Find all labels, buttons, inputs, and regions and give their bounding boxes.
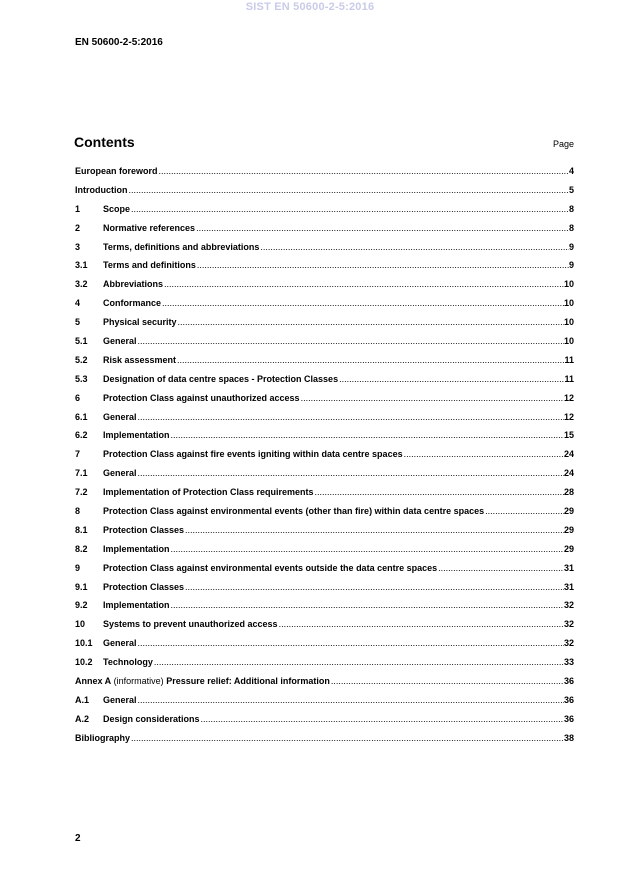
- toc-leader-dots: [159, 166, 569, 176]
- toc-entry-title: Terms and definitions: [103, 260, 196, 271]
- toc-entry[interactable]: [75, 563, 574, 582]
- toc-entry-title: Normative references: [103, 222, 196, 233]
- toc-entry-title: Introduction: [75, 184, 128, 195]
- toc-entry-page: 31: [563, 562, 574, 573]
- toc-entry-page: 5: [568, 184, 574, 195]
- toc-entry-page: 36: [563, 694, 574, 705]
- toc-leader-dots: [171, 544, 564, 554]
- toc-entry-number: 7.1: [75, 468, 88, 479]
- toc-leader-dots: [129, 185, 569, 195]
- toc-entry-page: 24: [563, 468, 574, 479]
- toc-entry-title: Systems to prevent unauthorized access: [103, 619, 278, 630]
- toc-entry-title: Designation of data centre spaces - Protection Classes: [103, 373, 339, 384]
- toc-entry-title: Protection Class against unauthorized access: [103, 392, 300, 403]
- page-number: 2: [75, 833, 81, 844]
- toc-entry[interactable]: [75, 336, 574, 355]
- toc-entry-number: 5: [75, 317, 81, 328]
- toc-entry-title: General: [103, 336, 137, 347]
- toc-entry-title: Implementation: [103, 430, 170, 441]
- toc-entry-page: 29: [563, 524, 574, 535]
- toc-entry-page: 10: [563, 317, 574, 328]
- toc-leader-dots: [260, 242, 569, 252]
- toc-entry-page: 32: [563, 619, 574, 630]
- toc-leader-dots: [438, 563, 564, 573]
- toc-entry-title: Risk assessment: [103, 354, 177, 365]
- toc-entry-page: 11: [564, 354, 574, 365]
- toc-entry-page: 11: [564, 373, 574, 384]
- toc-entry[interactable]: [75, 298, 574, 317]
- toc-entry-number: 9.1: [75, 581, 88, 592]
- toc-entry[interactable]: [75, 374, 574, 393]
- toc-entry[interactable]: [75, 204, 574, 223]
- toc-entry[interactable]: [75, 525, 574, 544]
- toc-entry[interactable]: [75, 506, 574, 525]
- toc-entry-number: 5.2: [75, 354, 88, 365]
- toc-entry-page: 29: [563, 506, 574, 517]
- toc-entry-number: 1: [75, 203, 81, 214]
- toc-entry[interactable]: [75, 223, 574, 242]
- toc-entry-number: 6: [75, 392, 81, 403]
- toc-entry-number: 10: [75, 619, 86, 630]
- toc-entry-title: Implementation: [103, 543, 170, 554]
- toc-entry[interactable]: [75, 638, 574, 657]
- toc-leader-dots: [178, 317, 564, 327]
- toc-leader-dots: [331, 676, 564, 686]
- toc-entry[interactable]: [75, 430, 574, 449]
- toc-leader-dots: [197, 260, 569, 270]
- toc-entry-page: 15: [563, 430, 574, 441]
- toc-entry-page: 8: [568, 222, 574, 233]
- toc-entry-number: A.1: [75, 694, 90, 705]
- toc-entry-page: 28: [563, 487, 574, 498]
- toc-entry-number: 7: [75, 449, 81, 460]
- toc-leader-dots: [154, 657, 564, 667]
- toc-entry-number: A.2: [75, 713, 90, 724]
- toc-entry[interactable]: [75, 600, 574, 619]
- toc-entry-page: 29: [563, 543, 574, 554]
- toc-entry-title: Bibliography: [75, 732, 131, 743]
- toc-entry-title: Conformance: [103, 298, 162, 309]
- toc-entry-title: Physical security: [103, 317, 177, 328]
- toc-entry[interactable]: [75, 714, 574, 733]
- toc-entry-title: General: [103, 694, 137, 705]
- toc-leader-dots: [301, 393, 564, 403]
- toc-entry-number: 9: [75, 562, 81, 573]
- toc-entry-page: 32: [563, 638, 574, 649]
- toc-entry-title: Annex A (informative) Pressure relief: Additional information: [75, 676, 330, 687]
- toc-entry-page: 9: [568, 241, 574, 252]
- toc-leader-dots: [138, 468, 564, 478]
- toc-leader-dots: [339, 374, 564, 384]
- toc-entry-page: 33: [563, 657, 574, 668]
- toc-entry[interactable]: [75, 487, 574, 506]
- watermark: SIST EN 50600-2-5:2016: [245, 1, 375, 13]
- page-column-label: Page: [552, 139, 574, 149]
- toc-entry[interactable]: [75, 393, 574, 412]
- toc-entry[interactable]: [75, 544, 574, 563]
- toc-entry-page: 10: [563, 336, 574, 347]
- toc-leader-dots: [185, 582, 564, 592]
- toc-leader-dots: [171, 430, 564, 440]
- toc-leader-dots: [185, 525, 564, 535]
- toc-leader-dots: [138, 336, 564, 346]
- toc-entry-number: 6.1: [75, 411, 88, 422]
- toc-entry-title: Protection Class against fire events igniting within data centre spaces: [103, 449, 403, 460]
- toc-entry-page: 10: [563, 279, 574, 290]
- toc-entry-title: Scope: [103, 203, 131, 214]
- toc-entry-number: 3: [75, 241, 81, 252]
- toc-leader-dots: [138, 412, 564, 422]
- toc-entry[interactable]: [75, 166, 574, 185]
- toc-entry-page: 24: [563, 449, 574, 460]
- toc-entry-page: 36: [563, 676, 574, 687]
- toc-entry[interactable]: [75, 582, 574, 601]
- toc-leader-dots: [138, 638, 564, 648]
- toc-leader-dots: [196, 223, 569, 233]
- toc-entry[interactable]: [75, 242, 574, 261]
- toc-entry-title: General: [103, 638, 137, 649]
- toc-entry[interactable]: [75, 185, 574, 204]
- toc-entry-number: 7.2: [75, 487, 88, 498]
- toc-entry-page: 4: [568, 166, 574, 176]
- toc-leader-dots: [131, 204, 569, 214]
- toc-leader-dots: [177, 355, 564, 365]
- toc-entry[interactable]: [75, 676, 574, 695]
- toc-entry[interactable]: [75, 355, 574, 374]
- toc-leader-dots: [201, 714, 564, 724]
- toc-leader-dots: [315, 487, 564, 497]
- toc-entry-page: 12: [563, 392, 574, 403]
- toc-entry-title: Protection Class against environmental events (other than fire) within data centre spaces: [103, 506, 485, 517]
- toc-entry[interactable]: [75, 279, 574, 298]
- toc-entry-number: 3.2: [75, 279, 88, 290]
- toc-leader-dots: [171, 600, 564, 610]
- toc-entry[interactable]: [75, 468, 574, 487]
- toc-entry-title: European foreword: [75, 166, 158, 176]
- toc-entry[interactable]: [75, 412, 574, 431]
- toc-entry-number: 8.1: [75, 524, 88, 535]
- toc-leader-dots: [131, 733, 564, 743]
- toc-entry-number: 5.3: [75, 373, 88, 384]
- toc-entry-title: Protection Class against environmental events outside the data centre spaces: [103, 562, 438, 573]
- toc-entry-page: 32: [563, 600, 574, 611]
- toc-leader-dots: [162, 298, 564, 308]
- toc-entry-number: 5.1: [75, 336, 88, 347]
- toc-entry-number: 8.2: [75, 543, 88, 554]
- toc-leader-dots: [279, 619, 564, 629]
- toc-entry-title: Protection Classes: [103, 581, 185, 592]
- toc-entry-title: Protection Classes: [103, 524, 185, 535]
- toc-entry-page: 8: [568, 203, 574, 214]
- toc-entry-page: 38: [563, 732, 574, 743]
- toc-entry-title: General: [103, 411, 137, 422]
- toc-entry-number: 10.2: [75, 657, 93, 668]
- toc-entry[interactable]: [75, 260, 574, 279]
- toc-entry-page: 9: [568, 260, 574, 271]
- toc-leader-dots: [138, 695, 564, 705]
- toc-entry-number: 6.2: [75, 430, 88, 441]
- toc-entry-title: Technology: [103, 657, 153, 668]
- toc-entry-title: Implementation of Protection Class requirements: [103, 487, 314, 498]
- toc-entry[interactable]: [75, 317, 574, 336]
- toc-entry[interactable]: [75, 657, 574, 676]
- toc-entry[interactable]: [75, 695, 574, 714]
- toc-entry-page: 36: [563, 713, 574, 724]
- toc-entry[interactable]: [75, 449, 574, 468]
- table-of-contents: [75, 166, 574, 752]
- toc-entry-number: 8: [75, 506, 81, 517]
- toc-entry-title: Implementation: [103, 600, 170, 611]
- toc-entry-title: Design considerations: [103, 713, 200, 724]
- toc-leader-dots: [485, 506, 564, 516]
- toc-entry-annex-type: (informative): [111, 676, 167, 687]
- toc-entry-number: 2: [75, 222, 81, 233]
- toc-entry-page: 10: [563, 298, 574, 309]
- toc-entry-title: Terms, definitions and abbreviations: [103, 241, 260, 252]
- toc-leader-dots: [404, 449, 564, 459]
- toc-entry-title: General: [103, 468, 137, 479]
- toc-entry-number: 3.1: [75, 260, 88, 271]
- toc-leader-dots: [164, 279, 564, 289]
- toc-entry-number: 9.2: [75, 600, 88, 611]
- toc-entry[interactable]: [75, 619, 574, 638]
- toc-entry-number: 10.1: [75, 638, 93, 649]
- toc-entry-page: 12: [563, 411, 574, 422]
- document-id: EN 50600-2-5:2016: [75, 37, 163, 48]
- toc-entry[interactable]: [75, 733, 574, 752]
- contents-heading: Contents: [74, 134, 135, 150]
- toc-entry-page: 31: [563, 581, 574, 592]
- toc-entry-title: Abbreviations: [103, 279, 164, 290]
- toc-entry-number: 4: [75, 298, 81, 309]
